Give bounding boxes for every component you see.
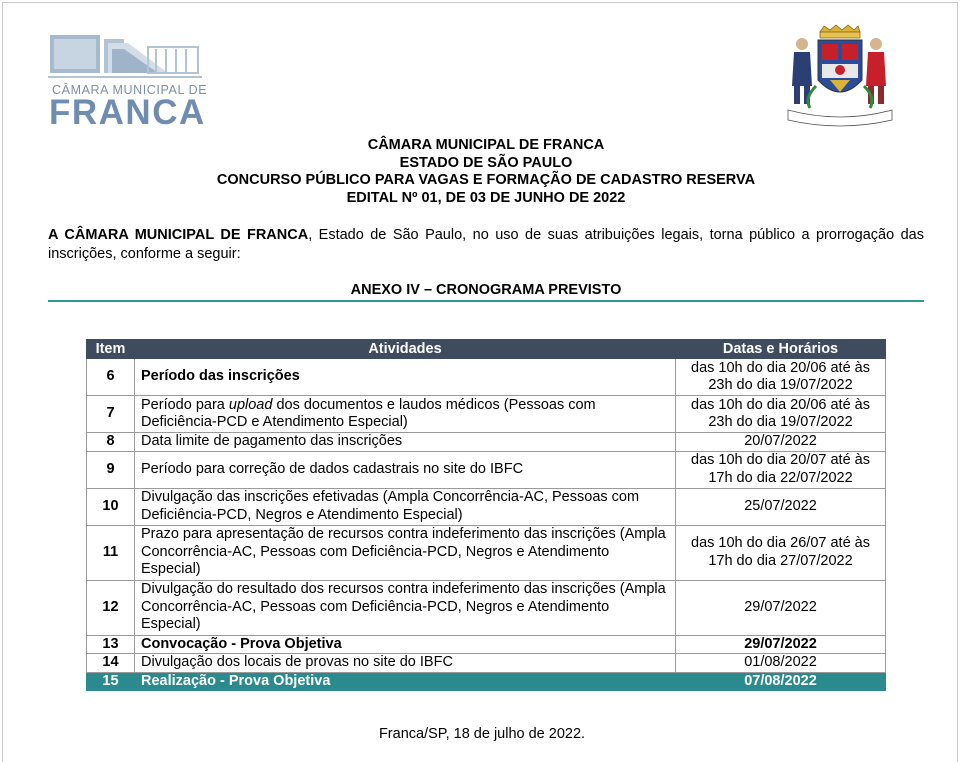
header-line-3: CONCURSO PÚBLICO PARA VAGAS E FORMAÇÃO DE CADASTRO RESERVA (216, 172, 756, 188)
column-header-dates: Datas e Horários (676, 340, 886, 359)
cell-item: 13 (87, 635, 135, 654)
intro-text: , Estado de São Paulo, no uso de suas atribuições legais, torna público a prorrogação das inscrições, conforme a seguir: (48, 227, 924, 262)
logo-name: FRANCA (49, 93, 206, 132)
camara-franca-logo (48, 33, 208, 132)
cell-activity: Data limite de pagamento das inscrições (135, 433, 676, 452)
cell-date: das 10h do dia 20/06 até às 23h do dia 19/07/2022 (676, 359, 886, 396)
cell-date: das 10h do dia 20/06 até às 23h do dia 19/07/2022 (676, 396, 886, 433)
cell-activity: Divulgação das inscrições efetivadas (Ampla Concorrência-AC, Pessoas com Deficiência-PCD, Negros e Atendimento Especial) (135, 488, 676, 525)
footer-date: Franca/SP, 18 de julho de 2022. (378, 726, 586, 742)
intro-paragraph (48, 226, 924, 264)
table-row (87, 359, 886, 396)
cell-activity: Realização - Prova Objetiva (135, 672, 676, 691)
cell-activity: Período para correção de dados cadastrais no site do IBFC (135, 451, 676, 488)
cell-activity: Prazo para apresentação de recursos contra indeferimento das inscrições (Ampla Concorrência-AC, Pessoas com Deficiência-PCD, Negros e Atendimento Especial) (135, 525, 676, 580)
cell-date: 01/08/2022 (676, 654, 886, 673)
table-row (87, 488, 886, 525)
cell-date: das 10h do dia 20/07 até às 17h do dia 22/07/2022 (676, 451, 886, 488)
cell-item: 11 (87, 525, 135, 580)
cell-item: 10 (87, 488, 135, 525)
table-row (87, 580, 886, 635)
logo-subtitle: CÂMARA MUNICIPAL DE (52, 83, 208, 97)
table-row-highlighted (87, 672, 886, 691)
header-line-1: CÂMARA MUNICIPAL DE FRANCA (367, 137, 605, 153)
cell-item: 14 (87, 654, 135, 673)
schedule-table (86, 339, 886, 691)
table-row (87, 396, 886, 433)
cell-item: 8 (87, 433, 135, 452)
cell-date: 29/07/2022 (676, 635, 886, 654)
table-row (87, 433, 886, 452)
intro-bold-lead: A CÂMARA MUNICIPAL DE FRANCA (48, 227, 309, 243)
column-header-activities: Atividades (135, 340, 676, 359)
cell-item: 7 (87, 396, 135, 433)
header-line-4: EDITAL Nº 01, DE 03 DE JUNHO DE 2022 (346, 189, 626, 206)
cell-activity: Convocação - Prova Objetiva (135, 635, 676, 654)
cell-date: 29/07/2022 (676, 580, 886, 635)
cell-item: 9 (87, 451, 135, 488)
cell-date: 20/07/2022 (676, 433, 886, 452)
cell-date: 25/07/2022 (676, 488, 886, 525)
table-row (87, 451, 886, 488)
cell-item: 12 (87, 580, 135, 635)
cell-item: 6 (87, 359, 135, 396)
cell-date: 07/08/2022 (676, 672, 886, 691)
franca-coat-of-arms (780, 24, 898, 128)
table-row (87, 525, 886, 580)
document-header (48, 137, 924, 207)
cell-date: das 10h do dia 26/07 até às 17h do dia 27/07/2022 (676, 525, 886, 580)
annex-title: ANEXO IV – CRONOGRAMA PREVISTO (350, 282, 622, 298)
section-divider (48, 300, 924, 302)
activity-text-post: dos documentos e laudos médicos (Pessoas com Deficiência-PCD e Atendimento Especial) (141, 396, 596, 430)
table-row (87, 635, 886, 654)
table-row (87, 654, 886, 673)
cell-item: 15 (87, 672, 135, 691)
coat-of-arms-icon (780, 24, 898, 128)
cell-activity: Divulgação do resultado dos recursos contra indeferimento das inscrições (Ampla Concorrência-AC, Pessoas com Deficiência-PCD, Negros e Atendimento Especial) (135, 580, 676, 635)
cell-activity (135, 396, 676, 433)
activity-text-italic: upload (228, 396, 273, 413)
column-header-item: Item (87, 340, 135, 359)
activity-text-pre: Período para (141, 396, 229, 413)
table-header-row (87, 340, 886, 359)
header-line-2: ESTADO DE SÃO PAULO (399, 154, 573, 171)
cell-activity: Divulgação dos locais de provas no site do IBFC (135, 654, 676, 673)
cell-activity: Período das inscrições (135, 359, 676, 396)
building-logo-icon (48, 33, 204, 83)
